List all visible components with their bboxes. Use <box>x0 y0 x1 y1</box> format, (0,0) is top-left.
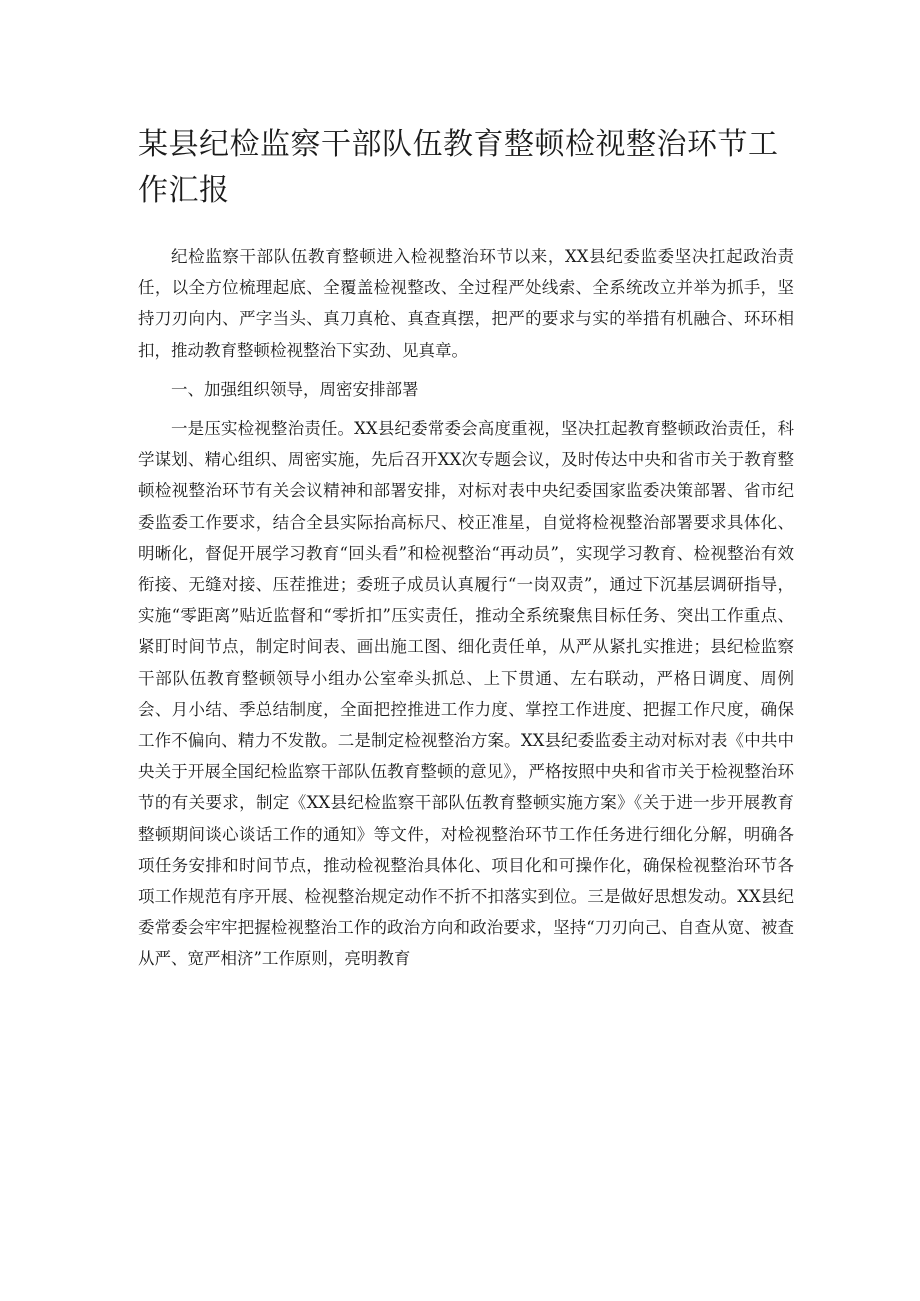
body-paragraph: 一是压实检视整治责任。XX县纪委常委会高度重视，坚决扛起教育整顿政治责任，科学谋划、精心组织、周密实施，先后召开XX次专题会议，及时传达中央和省市关于教育整顿检视整治环节有关会议精神和部署安排，对标对表中央纪委国家监委决策部署、省市纪委监委工作要求，结合全县实际抬高标尺、校正准星，自觉将检视整治部署要求具体化、明晰化，督促开展学习教育“回头看”和检视整治“再动员”，实现学习教育、检视整治有效衔接、无缝对接、压茬推进；委班子成员认真履行“一岗双责”，通过下沉基层调研指导，实施“零距离”贴近监督和“零折扣”压实责任，推动全系统聚焦目标任务、突出工作重点、紧盯时间节点，制定时间表、画出施工图、细化责任单，从严从紧扎实推进；县纪检监察干部队伍教育整顿领导小组办公室牵头抓总、上下贯通、左右联动，严格日调度、周例会、月小结、季总结制度，全面把控推进工作力度、掌控工作进度、把握工作尺度，确保工作不偏向、精力不发散。二是制定检视整治方案。XX县纪委监委主动对标对表《中共中央关于开展全国纪检监察干部队伍教育整顿的意见》，严格按照中央和省市关于检视整治环节的有关要求，制定《XX县纪检监察干部队伍教育整顿实施方案》《关于进一步开展教育整顿期间谈心谈话工作的通知》等文件，对检视整治环节工作任务进行细化分解，明确各项任务安排和时间节点，推动检视整治具体化、项目化和可操作化，确保检视整治环节各项工作规范有序开展、检视整治规定动作不折不扣落实到位。三是做好思想发动。XX县纪委常委会牢牢把握检视整治工作的政治方向和政治要求，坚持“刀刃向己、自查从宽、被查从严、宽严相济”工作原则，亮明教育 <box>138 419 794 969</box>
document-body <box>138 241 794 975</box>
section-heading: 一、加强组织领导，周密安排部署 <box>171 379 419 399</box>
intro-paragraph: 纪检监察干部队伍教育整顿进入检视整治环节以来，XX县纪委监委坚决扛起政治责任，以全方位梳理起底、全覆盖检视整改、全过程严处线索、全系统改立并举为抓手，坚持刀刃向内、严字当头、真刀真枪、真查真摆，把严的要求与实的举措有机融合、环环相扣，推动教育整顿检视整治下实劲、见真章。 <box>138 247 794 360</box>
document-title: 某县纪检监察干部队伍教育整顿检视整治环节工作汇报 <box>138 127 779 208</box>
